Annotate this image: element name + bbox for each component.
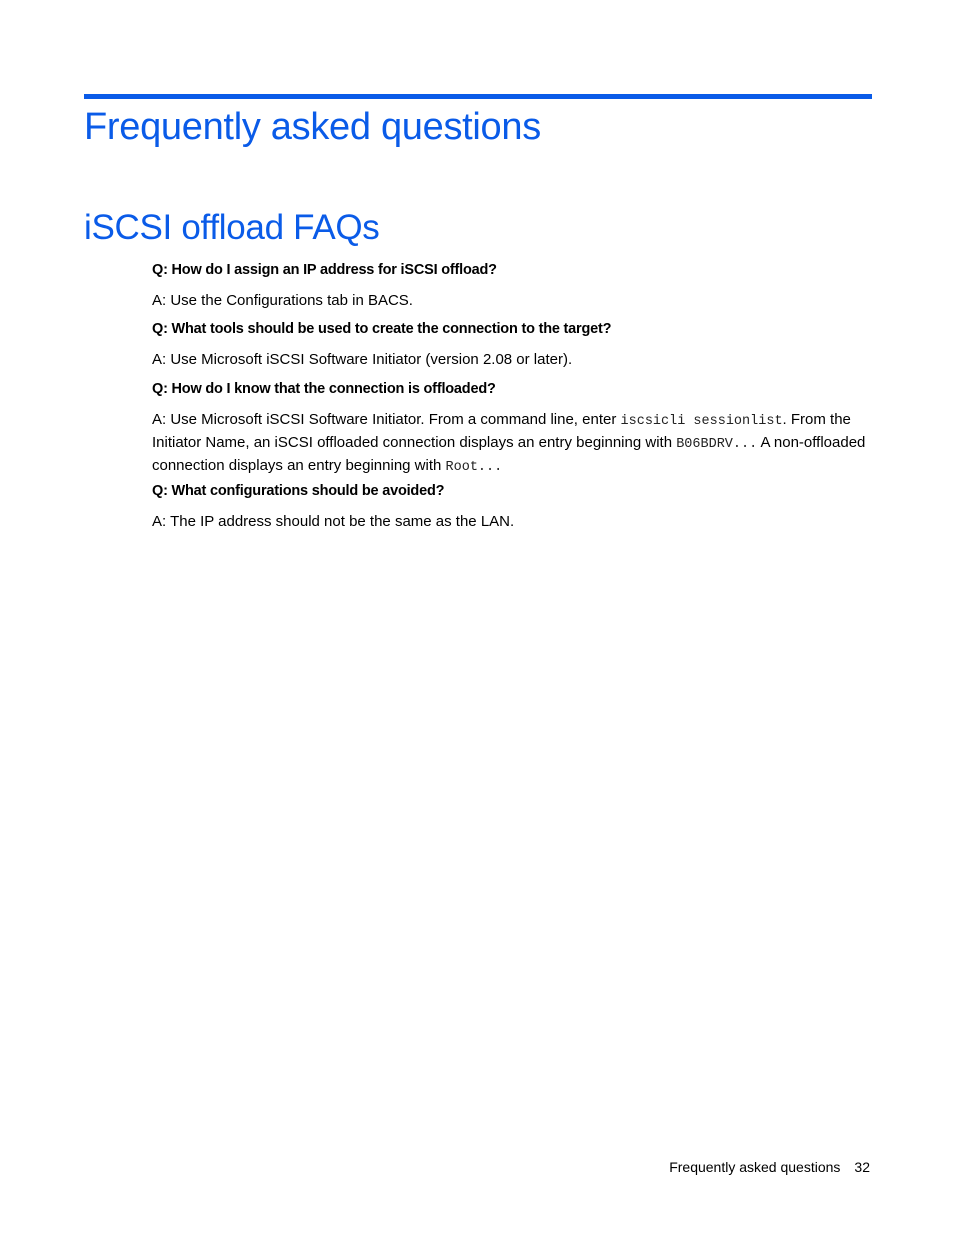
faq-question-4: Q: What configurations should be avoided? (152, 483, 445, 499)
chapter-title: Frequently asked questions (84, 106, 541, 148)
answer-3-text-1: A: Use Microsoft iSCSI Software Initiator. From a command line, enter (152, 411, 621, 428)
footer-label: Frequently asked questions (669, 1159, 841, 1175)
non-offloaded-prefix-code: Root... (445, 460, 503, 475)
chapter-top-rule (84, 94, 872, 99)
page-footer (669, 1157, 870, 1177)
faq-answer-3 (152, 409, 872, 478)
faq-answer-2: A: Use Microsoft iSCSI Software Initiator (version 2.08 or later). (152, 351, 573, 368)
section-title: iSCSI offload FAQs (84, 208, 380, 247)
answer-3-text-3: A non-offloaded connection displays an entry beginning with (152, 434, 866, 474)
faq-answer-1: A: Use the Configurations tab in BACS. (152, 292, 413, 309)
faq-question-3: Q: How do I know that the connection is offloaded? (152, 381, 496, 397)
page-number: 32 (854, 1159, 870, 1175)
offloaded-prefix-code: B06BDRV... (676, 437, 758, 452)
faq-question-1: Q: How do I assign an IP address for iSCSI offload? (152, 262, 497, 278)
answer-3-text-2: . From the Initiator Name, an iSCSI offloaded connection displays an entry beginning with (152, 411, 851, 451)
faq-question-2: Q: What tools should be used to create the connection to the target? (152, 321, 612, 337)
faq-answer-4: A: The IP address should not be the same as the LAN. (152, 513, 515, 530)
command-code: iscsicli sessionlist (620, 414, 783, 429)
